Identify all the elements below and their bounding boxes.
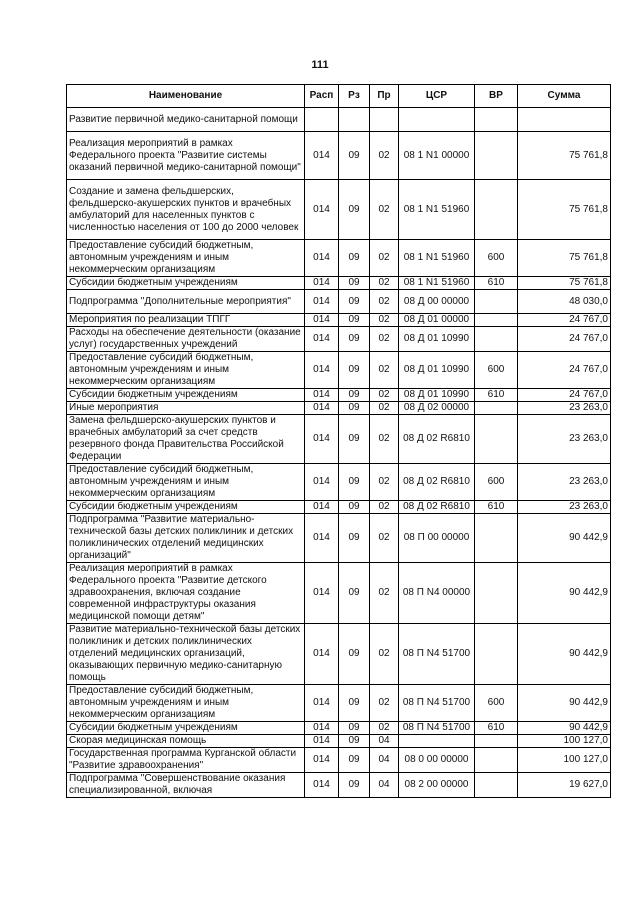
cell-pr: 02 xyxy=(370,290,399,314)
cell-csr: 08 Д 01 10990 xyxy=(399,389,475,402)
cell-rasp: 014 xyxy=(305,722,339,735)
cell-vr xyxy=(475,108,518,132)
cell-sum: 23 263,0 xyxy=(518,464,611,501)
cell-vr xyxy=(475,415,518,464)
cell-pr: 02 xyxy=(370,563,399,624)
cell-name: Реализация мероприятий в рамках Федерального проекта "Развитие системы оказаний первичной медико-санитарной помощи" xyxy=(67,132,305,180)
table-body xyxy=(67,108,611,798)
table-row xyxy=(67,277,611,290)
table-row xyxy=(67,464,611,501)
cell-vr xyxy=(475,514,518,563)
cell-vr xyxy=(475,773,518,798)
cell-csr: 08 Д 02 R6810 xyxy=(399,415,475,464)
cell-rasp: 014 xyxy=(305,415,339,464)
cell-rz: 09 xyxy=(339,464,370,501)
cell-rasp: 014 xyxy=(305,180,339,240)
table-row xyxy=(67,735,611,748)
cell-csr: 08 П N4 51700 xyxy=(399,685,475,722)
cell-rasp: 014 xyxy=(305,327,339,352)
header-row xyxy=(67,85,611,108)
cell-sum: 23 263,0 xyxy=(518,501,611,514)
cell-rz xyxy=(339,108,370,132)
cell-csr: 08 Д 02 R6810 xyxy=(399,501,475,514)
cell-sum xyxy=(518,108,611,132)
table-row xyxy=(67,314,611,327)
cell-vr xyxy=(475,132,518,180)
table-row xyxy=(67,352,611,389)
cell-pr xyxy=(370,108,399,132)
cell-rasp: 014 xyxy=(305,132,339,180)
table-row xyxy=(67,722,611,735)
cell-sum: 75 761,8 xyxy=(518,240,611,277)
cell-sum: 100 127,0 xyxy=(518,735,611,748)
cell-pr: 02 xyxy=(370,314,399,327)
cell-csr: 08 0 00 00000 xyxy=(399,748,475,773)
table-row xyxy=(67,415,611,464)
cell-sum: 90 442,9 xyxy=(518,722,611,735)
cell-rasp: 014 xyxy=(305,624,339,685)
column-header-name: Наименование xyxy=(67,85,305,108)
cell-rz: 09 xyxy=(339,352,370,389)
cell-csr xyxy=(399,108,475,132)
table-row xyxy=(67,180,611,240)
cell-vr xyxy=(475,180,518,240)
cell-name: Государственная программа Курганской области "Развитие здравоохранения" xyxy=(67,748,305,773)
cell-csr: 08 П 00 00000 xyxy=(399,514,475,563)
cell-rz: 09 xyxy=(339,180,370,240)
cell-rasp: 014 xyxy=(305,514,339,563)
table-row xyxy=(67,327,611,352)
cell-rasp: 014 xyxy=(305,314,339,327)
cell-vr xyxy=(475,563,518,624)
cell-sum: 75 761,8 xyxy=(518,277,611,290)
cell-rz: 09 xyxy=(339,240,370,277)
cell-pr: 04 xyxy=(370,773,399,798)
cell-name: Иные мероприятия xyxy=(67,402,305,415)
page-number: 111 xyxy=(311,59,329,71)
table-row xyxy=(67,108,611,132)
cell-sum: 23 263,0 xyxy=(518,415,611,464)
cell-rasp: 014 xyxy=(305,290,339,314)
cell-sum: 100 127,0 xyxy=(518,748,611,773)
column-header-vr: ВР xyxy=(475,85,518,108)
cell-pr: 02 xyxy=(370,277,399,290)
cell-pr: 02 xyxy=(370,389,399,402)
cell-rz: 09 xyxy=(339,290,370,314)
cell-vr xyxy=(475,624,518,685)
table-row xyxy=(67,624,611,685)
cell-pr: 02 xyxy=(370,722,399,735)
cell-rasp: 014 xyxy=(305,352,339,389)
cell-csr: 08 Д 01 10990 xyxy=(399,352,475,389)
cell-rz: 09 xyxy=(339,685,370,722)
column-header-rz: Рз xyxy=(339,85,370,108)
cell-sum: 24 767,0 xyxy=(518,314,611,327)
cell-rasp: 014 xyxy=(305,277,339,290)
cell-pr: 02 xyxy=(370,685,399,722)
cell-pr: 02 xyxy=(370,352,399,389)
column-header-sum: Сумма xyxy=(518,85,611,108)
cell-rz: 09 xyxy=(339,389,370,402)
cell-rz: 09 xyxy=(339,722,370,735)
cell-sum: 75 761,8 xyxy=(518,180,611,240)
cell-vr xyxy=(475,402,518,415)
cell-rz: 09 xyxy=(339,735,370,748)
cell-pr: 02 xyxy=(370,240,399,277)
cell-csr: 08 1 N1 51960 xyxy=(399,180,475,240)
cell-pr: 04 xyxy=(370,748,399,773)
table-row xyxy=(67,685,611,722)
column-header-rasp: Расп xyxy=(305,85,339,108)
column-header-csr: ЦСР xyxy=(399,85,475,108)
cell-sum: 90 442,9 xyxy=(518,624,611,685)
cell-name: Реализация мероприятий в рамках Федерального проекта "Развитие детского здравоохранения, включая создание современной инфраструктуры оказания медицинской помощи детям" xyxy=(67,563,305,624)
cell-csr xyxy=(399,735,475,748)
cell-csr: 08 Д 02 R6810 xyxy=(399,464,475,501)
cell-rz: 09 xyxy=(339,402,370,415)
cell-rz: 09 xyxy=(339,501,370,514)
cell-name: Расходы на обеспечение деятельности (оказание услуг) государственных учреждений xyxy=(67,327,305,352)
cell-pr: 02 xyxy=(370,514,399,563)
cell-rz: 09 xyxy=(339,327,370,352)
cell-csr: 08 Д 01 10990 xyxy=(399,327,475,352)
cell-vr: 600 xyxy=(475,464,518,501)
table-row xyxy=(67,290,611,314)
cell-rz: 09 xyxy=(339,514,370,563)
cell-vr: 610 xyxy=(475,722,518,735)
cell-rasp: 014 xyxy=(305,748,339,773)
cell-vr xyxy=(475,290,518,314)
cell-vr: 600 xyxy=(475,352,518,389)
cell-csr: 08 Д 01 00000 xyxy=(399,314,475,327)
cell-sum: 75 761,8 xyxy=(518,132,611,180)
table-row xyxy=(67,563,611,624)
cell-rasp: 014 xyxy=(305,735,339,748)
cell-sum: 90 442,9 xyxy=(518,685,611,722)
budget-table xyxy=(66,84,611,798)
table-row xyxy=(67,240,611,277)
cell-sum: 48 030,0 xyxy=(518,290,611,314)
cell-name: Скорая медицинская помощь xyxy=(67,735,305,748)
cell-sum: 90 442,9 xyxy=(518,514,611,563)
cell-name: Субсидии бюджетным учреждениям xyxy=(67,722,305,735)
cell-pr: 04 xyxy=(370,735,399,748)
cell-csr: 08 П N4 51700 xyxy=(399,624,475,685)
cell-rasp: 014 xyxy=(305,402,339,415)
cell-csr: 08 П N4 00000 xyxy=(399,563,475,624)
cell-name: Замена фельдшерско-акушерских пунктов и врачебных амбулаторий за счет средств резервного фонда Правительства Российской Федерации xyxy=(67,415,305,464)
cell-csr: 08 1 N1 51960 xyxy=(399,277,475,290)
cell-sum: 23 263,0 xyxy=(518,402,611,415)
cell-name: Предоставление субсидий бюджетным, автономным учреждениям и иным некоммерческим организациям xyxy=(67,240,305,277)
cell-rz: 09 xyxy=(339,624,370,685)
cell-name: Субсидии бюджетным учреждениям xyxy=(67,277,305,290)
cell-sum: 24 767,0 xyxy=(518,352,611,389)
cell-csr: 08 2 00 00000 xyxy=(399,773,475,798)
cell-csr: 08 1 N1 51960 xyxy=(399,240,475,277)
cell-rz: 09 xyxy=(339,748,370,773)
cell-rasp: 014 xyxy=(305,773,339,798)
cell-vr: 610 xyxy=(475,501,518,514)
cell-pr: 02 xyxy=(370,180,399,240)
cell-name: Подпрограмма "Развитие материально-технической базы детских поликлиник и детских поликлинических отделений медицинских организаций" xyxy=(67,514,305,563)
cell-pr: 02 xyxy=(370,464,399,501)
cell-pr: 02 xyxy=(370,501,399,514)
cell-name: Подпрограмма "Совершенствование оказания специализированной, включая xyxy=(67,773,305,798)
table-row xyxy=(67,402,611,415)
cell-name: Мероприятия по реализации ТПГГ xyxy=(67,314,305,327)
cell-csr: 08 Д 00 00000 xyxy=(399,290,475,314)
cell-rasp xyxy=(305,108,339,132)
cell-name: Развитие материально-технической базы детских поликлиник и детских поликлинических отделений медицинских организаций, оказывающих первичную медико-санитарную помощь xyxy=(67,624,305,685)
table-row xyxy=(67,748,611,773)
cell-name: Предоставление субсидий бюджетным, автономным учреждениям и иным некоммерческим организациям xyxy=(67,464,305,501)
cell-sum: 19 627,0 xyxy=(518,773,611,798)
cell-name: Субсидии бюджетным учреждениям xyxy=(67,501,305,514)
cell-rasp: 014 xyxy=(305,389,339,402)
cell-rasp: 014 xyxy=(305,563,339,624)
cell-rz: 09 xyxy=(339,415,370,464)
cell-name: Развитие первичной медико-санитарной помощи xyxy=(67,108,305,132)
cell-rz: 09 xyxy=(339,773,370,798)
cell-vr: 610 xyxy=(475,277,518,290)
cell-rasp: 014 xyxy=(305,240,339,277)
table-row xyxy=(67,132,611,180)
cell-csr: 08 Д 02 00000 xyxy=(399,402,475,415)
cell-rz: 09 xyxy=(339,132,370,180)
cell-name: Субсидии бюджетным учреждениям xyxy=(67,389,305,402)
cell-vr xyxy=(475,748,518,773)
cell-name: Предоставление субсидий бюджетным, автономным учреждениям и иным некоммерческим организациям xyxy=(67,685,305,722)
table-row xyxy=(67,773,611,798)
cell-rz: 09 xyxy=(339,314,370,327)
cell-vr: 600 xyxy=(475,685,518,722)
column-header-pr: Пр xyxy=(370,85,399,108)
cell-pr: 02 xyxy=(370,624,399,685)
cell-csr: 08 1 N1 00000 xyxy=(399,132,475,180)
cell-pr: 02 xyxy=(370,415,399,464)
cell-sum: 24 767,0 xyxy=(518,327,611,352)
cell-name: Предоставление субсидий бюджетным, автономным учреждениям и иным некоммерческим организациям xyxy=(67,352,305,389)
cell-vr xyxy=(475,735,518,748)
table-row xyxy=(67,389,611,402)
cell-vr xyxy=(475,327,518,352)
cell-pr: 02 xyxy=(370,327,399,352)
cell-vr xyxy=(475,314,518,327)
table-row xyxy=(67,514,611,563)
cell-sum: 90 442,9 xyxy=(518,563,611,624)
table-row xyxy=(67,501,611,514)
cell-pr: 02 xyxy=(370,402,399,415)
cell-pr: 02 xyxy=(370,132,399,180)
cell-rz: 09 xyxy=(339,563,370,624)
cell-rasp: 014 xyxy=(305,464,339,501)
cell-vr: 610 xyxy=(475,389,518,402)
cell-sum: 24 767,0 xyxy=(518,389,611,402)
cell-rasp: 014 xyxy=(305,501,339,514)
cell-vr: 600 xyxy=(475,240,518,277)
cell-csr: 08 П N4 51700 xyxy=(399,722,475,735)
cell-rasp: 014 xyxy=(305,685,339,722)
cell-rz: 09 xyxy=(339,277,370,290)
cell-name: Создание и замена фельдшерских, фельдшерско-акушерских пунктов и врачебных амбулаторий для населенных пунктов с численностью населения от 100 до 2000 человек xyxy=(67,180,305,240)
cell-name: Подпрограмма "Дополнительные мероприятия" xyxy=(67,290,305,314)
